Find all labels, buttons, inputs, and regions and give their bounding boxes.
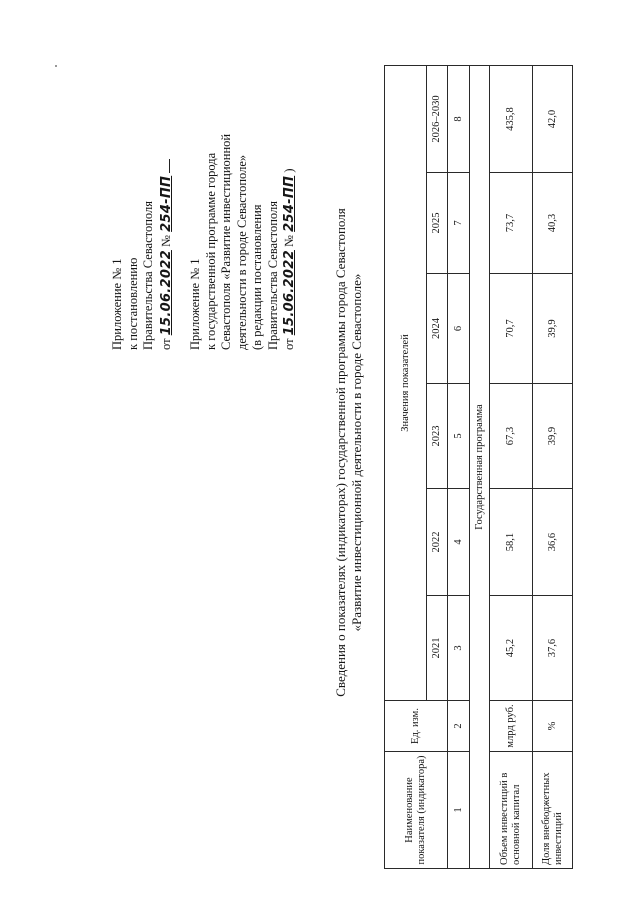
appendix-line: Правительства Севастополя [265, 201, 280, 350]
indicator-value: 37,6 [533, 596, 573, 701]
indicator-value: 67,3 [490, 384, 533, 489]
appendix-title: Приложение № 1 [188, 258, 202, 350]
section-title: Государственная программа [470, 66, 490, 869]
table-row [533, 66, 573, 869]
appendix-date-line [282, 134, 298, 350]
indicator-name: Объем инвестиций в основной капитал [490, 752, 533, 869]
column-header-unit: Ед. изм. [385, 701, 448, 752]
column-number: 1 [448, 752, 470, 869]
appendix-line: деятельности в городе Севастополе» [234, 154, 249, 350]
column-header-values: Значения показателей [385, 66, 427, 701]
year-header: 2022 [427, 489, 448, 596]
column-number: 5 [448, 384, 470, 489]
column-header-name: Наименование показателя (индикатора) [385, 752, 448, 869]
year-header: 2025 [427, 173, 448, 274]
indicator-value: 73,7 [490, 173, 533, 274]
title-line-1: Сведения о показателях (индикаторах) государственной программы города Севастополя [333, 208, 348, 697]
date-prefix: от [281, 338, 296, 350]
closing-paren: ) [281, 168, 296, 173]
table-row [490, 66, 533, 869]
column-number: 3 [448, 596, 470, 701]
date-prefix: от [158, 338, 173, 350]
column-number: 2 [448, 701, 470, 752]
column-number: 6 [448, 274, 470, 384]
year-header: 2023 [427, 384, 448, 489]
indicator-name: Доля внебюджетных инвестиций [533, 752, 573, 869]
section-row [470, 66, 490, 869]
number-sign: № [281, 235, 296, 247]
indicator-value: 58,1 [490, 489, 533, 596]
indicator-value: 39,9 [533, 274, 573, 384]
title-line-2: «Развитие инвестиционной деятельности в городе Севастополе» [349, 273, 364, 632]
year-header: 2021 [427, 596, 448, 701]
appendix-header [110, 159, 172, 350]
column-numbers-row [448, 66, 470, 869]
number-sign: № [158, 235, 173, 247]
indicator-value: 39,9 [533, 384, 573, 489]
appendix-date-line [157, 159, 173, 350]
scan-speck [55, 65, 57, 67]
handwritten-number: 254-ПП [158, 175, 174, 232]
indicators-table [384, 65, 573, 869]
year-header: 2026–2030 [427, 66, 448, 173]
program-appendix-header [188, 134, 297, 350]
column-number: 8 [448, 66, 470, 173]
appendix-line: Севастополя «Развитие инвестиционной [219, 133, 234, 350]
appendix-line: к постановлению [125, 257, 140, 350]
column-number: 4 [448, 489, 470, 596]
appendix-title: Приложение № 1 [110, 258, 124, 350]
indicator-unit: млрд руб. [490, 701, 533, 752]
indicator-value: 70,7 [490, 274, 533, 384]
appendix-line: Правительства Севастополя [141, 201, 156, 350]
document-title [333, 0, 365, 905]
underline-blank [157, 159, 170, 173]
appendix-line: (в редакции постановления [250, 204, 265, 350]
handwritten-number: 254-ПП [281, 175, 297, 232]
handwritten-date: 15.06.2022 [281, 250, 297, 336]
indicator-value: 42,0 [533, 66, 573, 173]
year-header: 2024 [427, 274, 448, 384]
appendix-line: к государственной программе города [203, 152, 218, 350]
indicator-value: 40,3 [533, 173, 573, 274]
indicator-value: 435,8 [490, 66, 533, 173]
header-row [385, 66, 427, 869]
indicator-value: 36,6 [533, 489, 573, 596]
indicator-value: 45,2 [490, 596, 533, 701]
indicator-unit: % [533, 701, 573, 752]
handwritten-date: 15.06.2022 [158, 250, 174, 336]
column-number: 7 [448, 173, 470, 274]
